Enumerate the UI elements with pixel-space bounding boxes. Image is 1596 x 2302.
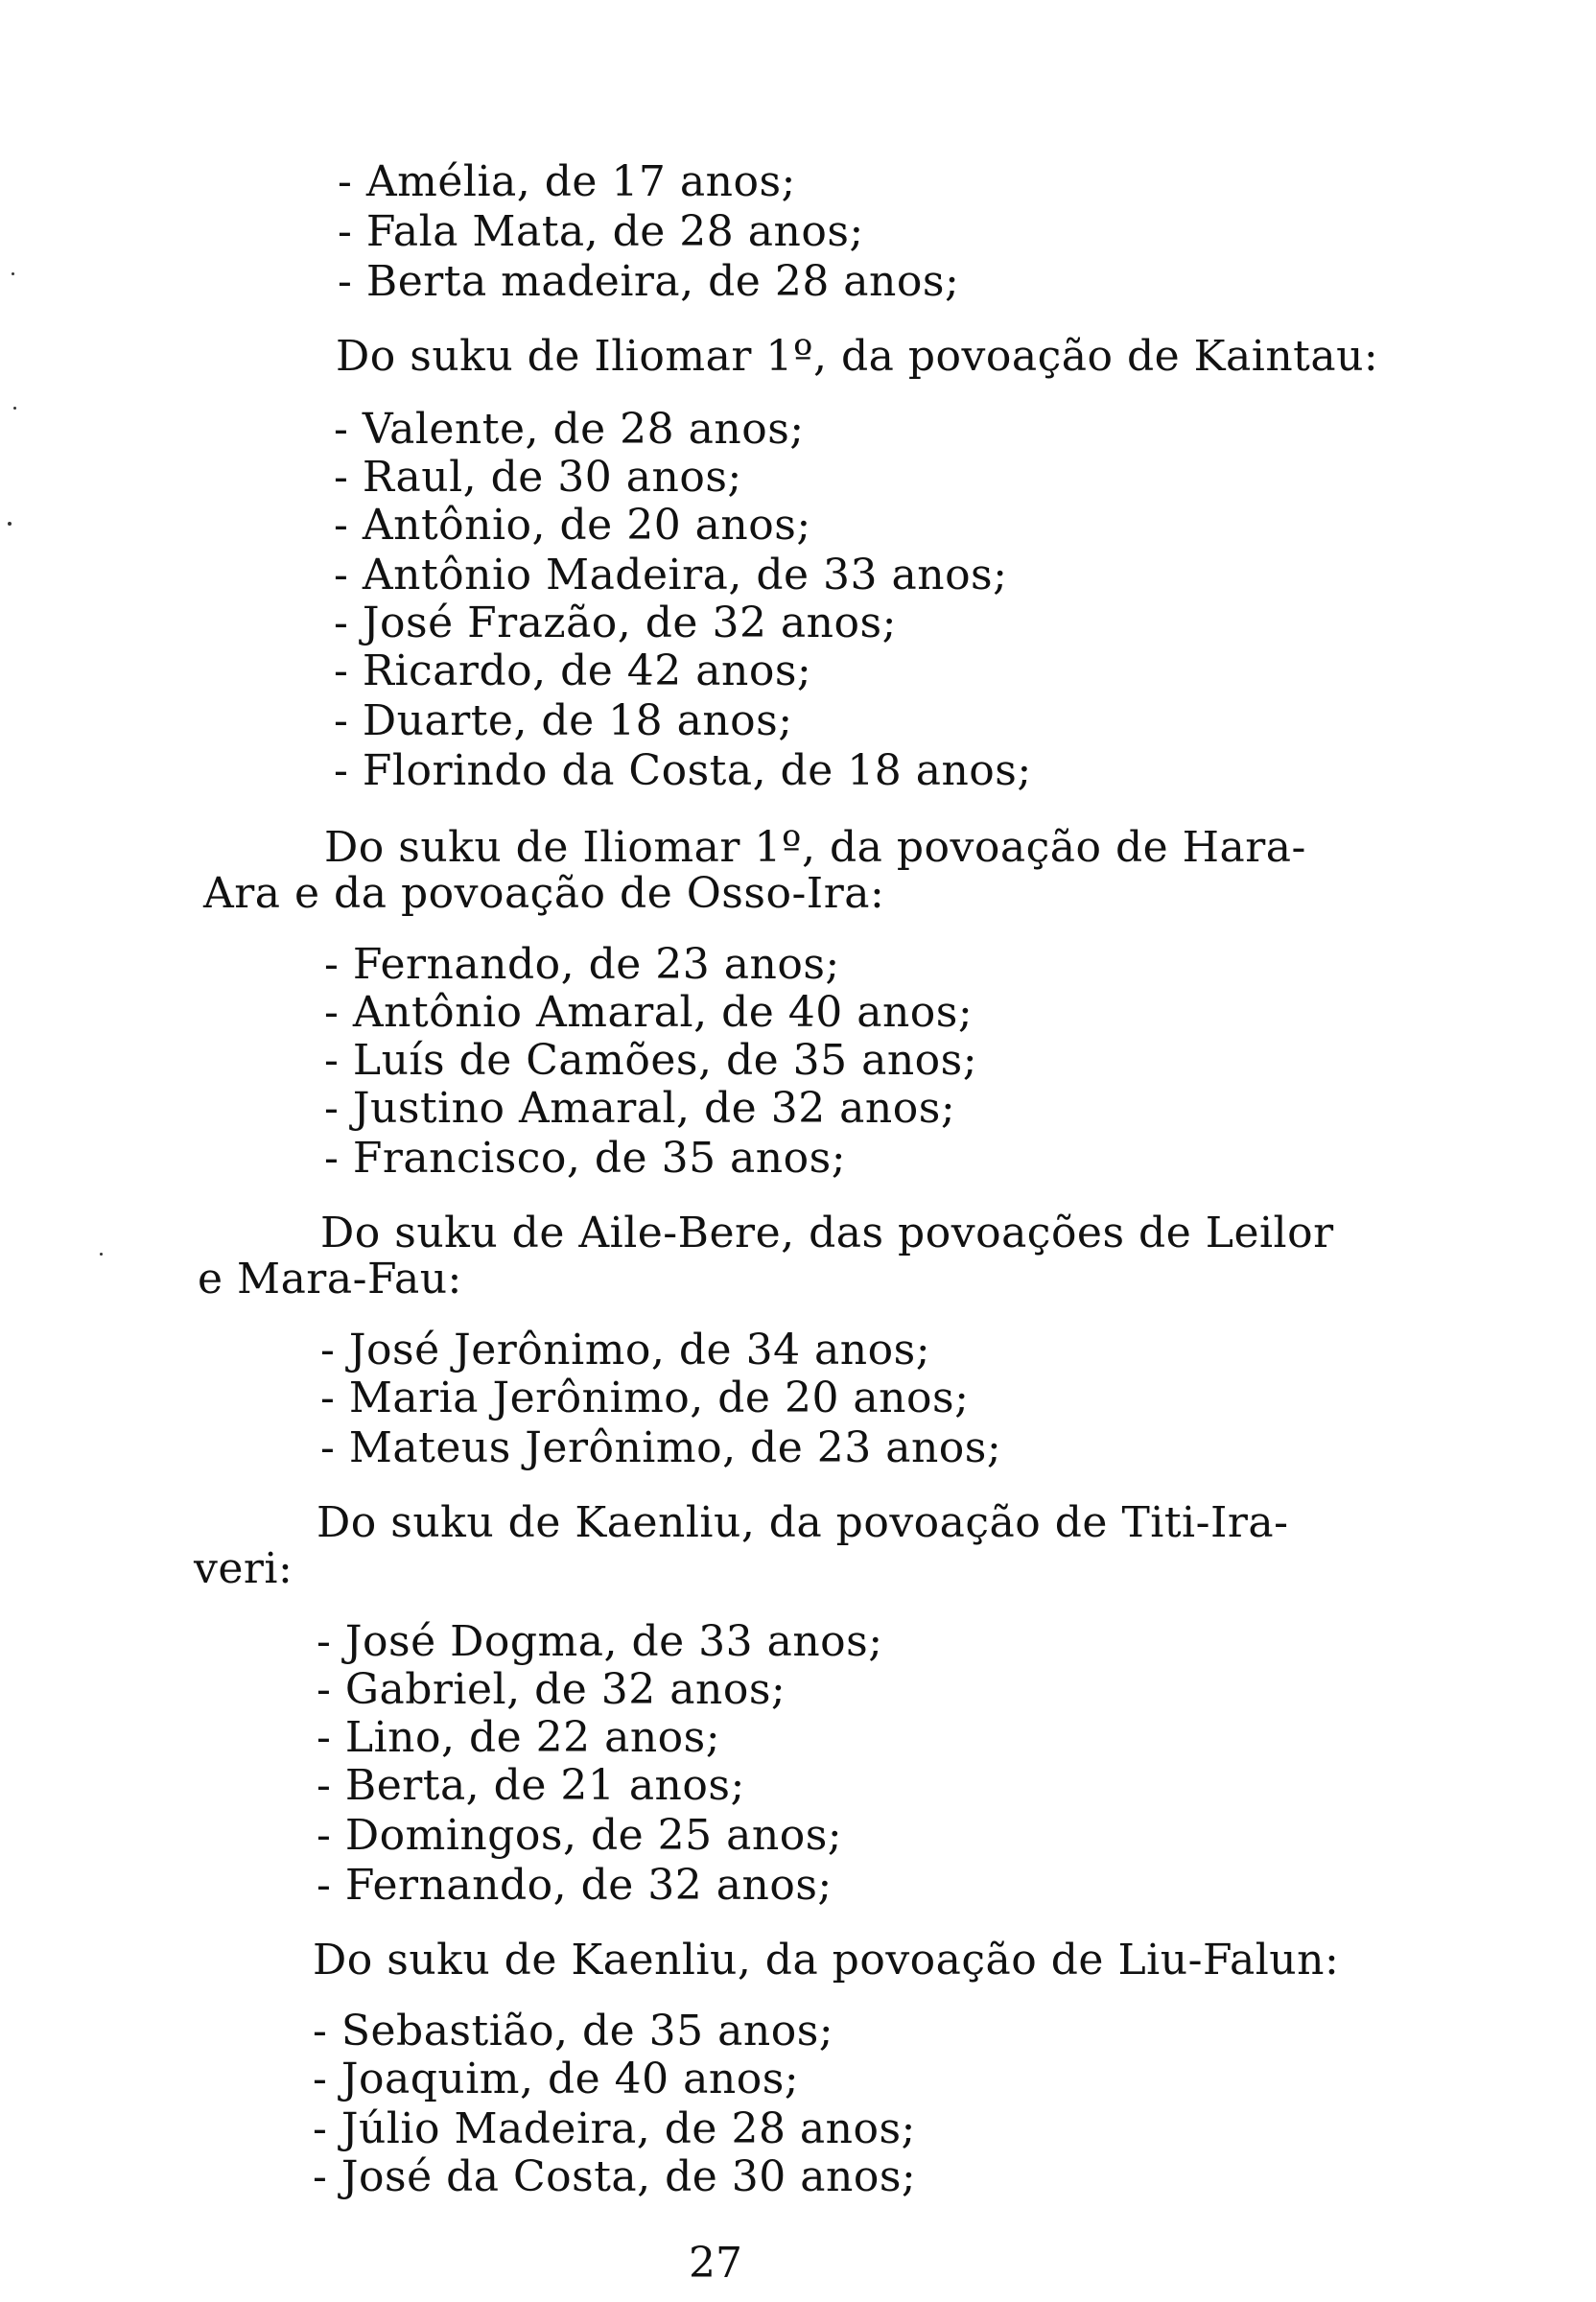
- section-heading-continuation: Ara e da povoação de Osso-Ira:: [203, 869, 885, 918]
- list-item: - Gabriel, de 32 anos;: [317, 1665, 786, 1714]
- list-item: - Maria Jerônimo, de 20 anos;: [320, 1374, 970, 1422]
- scan-speck: [8, 522, 12, 526]
- scan-speck: [100, 1253, 103, 1256]
- list-item: - Antônio Madeira, de 33 anos;: [334, 551, 1008, 599]
- list-item: - José da Costa, de 30 anos;: [313, 2152, 917, 2201]
- list-item: - Berta, de 21 anos;: [317, 1761, 745, 1810]
- list-item: - Júlio Madeira, de 28 anos;: [313, 2104, 916, 2153]
- list-item: - Duarte, de 18 anos;: [334, 696, 793, 745]
- section-heading-continuation: veri:: [194, 1544, 293, 1593]
- list-item: - Berta madeira, de 28 anos;: [338, 257, 960, 306]
- section-heading: Do suku de Kaenliu, da povoação de Liu-Falun:: [313, 1936, 1340, 1985]
- list-item: - Domingos, de 25 anos;: [317, 1811, 843, 1860]
- list-item: - Fala Mata, de 28 anos;: [338, 207, 864, 256]
- list-item: - Florindo da Costa, de 18 anos;: [334, 746, 1032, 795]
- section-heading: Do suku de Iliomar 1º, da povoação de Kaintau:: [336, 332, 1379, 381]
- scan-speck: [12, 272, 14, 275]
- list-item: - José Jerônimo, de 34 anos;: [320, 1326, 931, 1374]
- list-item: - Luís de Camões, de 35 anos;: [324, 1036, 978, 1085]
- list-item: - Valente, de 28 anos;: [334, 405, 805, 454]
- section-heading: Do suku de Aile-Bere, das povoações de Leilor: [320, 1209, 1334, 1257]
- list-item: - Mateus Jerônimo, de 23 anos;: [320, 1423, 1002, 1472]
- section-heading: Do suku de Iliomar 1º, da povoação de Hara-: [324, 823, 1306, 872]
- list-item: - Ricardo, de 42 anos;: [334, 646, 812, 695]
- list-item: - Francisco, de 35 anos;: [324, 1134, 847, 1183]
- page-number: 27: [689, 2239, 742, 2288]
- list-item: - Sebastião, de 35 anos;: [313, 2007, 834, 2055]
- list-item: - Amélia, de 17 anos;: [338, 157, 796, 206]
- list-item: - José Dogma, de 33 anos;: [317, 1617, 883, 1666]
- list-item: - José Frazão, de 32 anos;: [334, 599, 897, 647]
- list-item: - Antônio Amaral, de 40 anos;: [324, 988, 974, 1037]
- scan-speck: [13, 407, 16, 410]
- section-heading: Do suku de Kaenliu, da povoação de Titi-Ira-: [317, 1498, 1289, 1547]
- list-item: - Antônio, de 20 anos;: [334, 501, 811, 550]
- list-item: - Lino, de 22 anos;: [317, 1713, 721, 1762]
- list-item: - Justino Amaral, de 32 anos;: [324, 1084, 956, 1133]
- section-heading-continuation: e Mara-Fau:: [198, 1255, 462, 1304]
- list-item: - Raul, de 30 anos;: [334, 453, 742, 502]
- list-item: - Fernando, de 23 anos;: [324, 940, 840, 989]
- list-item: - Joaquim, de 40 anos;: [313, 2055, 800, 2103]
- list-item: - Fernando, de 32 anos;: [317, 1861, 833, 1910]
